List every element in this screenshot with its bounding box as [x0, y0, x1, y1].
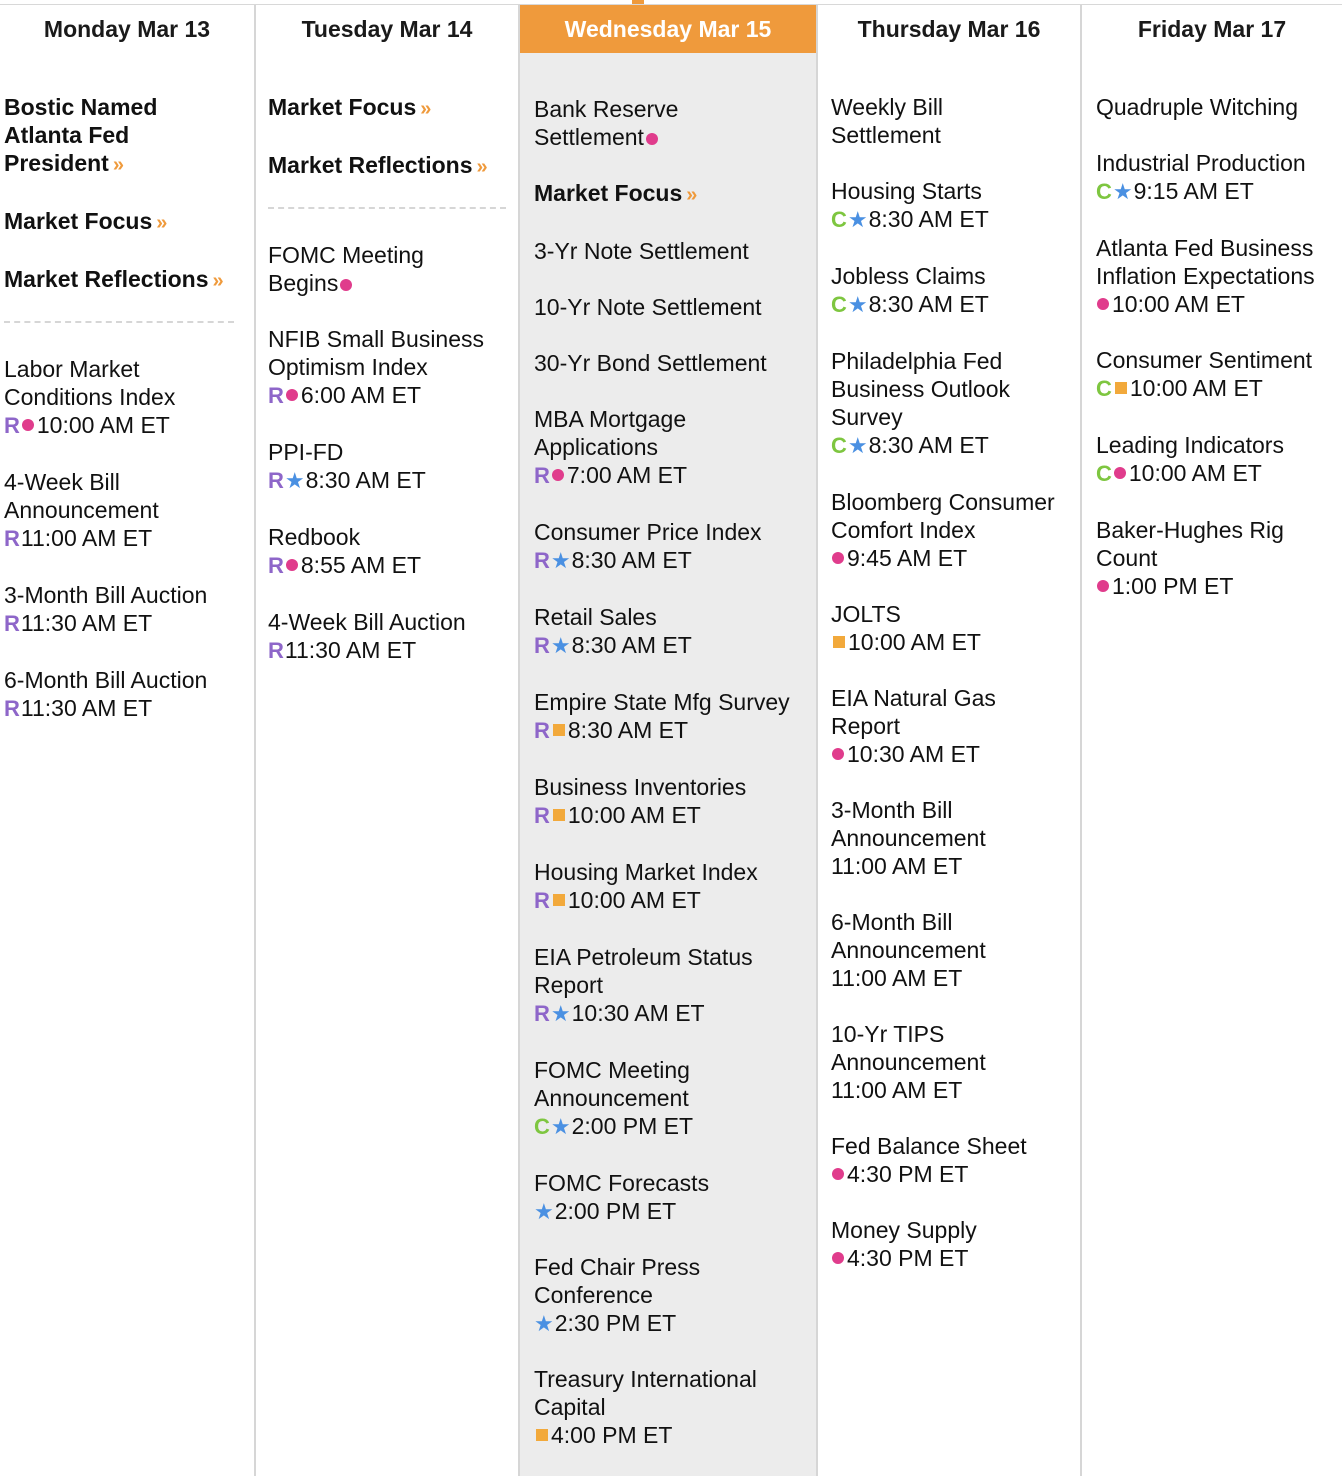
event-item[interactable] — [268, 438, 506, 495]
event-item[interactable] — [534, 95, 704, 151]
arrow-icon: » — [420, 98, 432, 120]
release-dot-icon — [832, 552, 844, 564]
square-icon — [553, 894, 565, 906]
consensus-c-icon: C — [534, 1114, 550, 1139]
event-time: 2:00 PM ET — [571, 1113, 694, 1139]
event-time: 8:30 AM ET — [868, 432, 989, 458]
event-time: 6:00 AM ET — [300, 382, 422, 408]
day-header-friday: Friday Mar 17 — [1137, 15, 1287, 42]
revised-r-icon: R — [268, 638, 284, 663]
release-dot-icon — [1114, 467, 1126, 479]
revised-r-icon: R — [4, 611, 20, 636]
arrow-icon: » — [156, 212, 168, 234]
event-title: 10-Yr Note Settlement — [534, 294, 762, 320]
revised-r-icon: R — [534, 803, 550, 828]
event-item[interactable] — [831, 908, 1006, 992]
release-dot-icon — [646, 133, 658, 145]
market-focus-link[interactable]: Market Focus » — [4, 208, 168, 234]
event-item[interactable] — [534, 293, 806, 321]
divider — [4, 321, 234, 323]
event-item[interactable] — [534, 237, 806, 265]
event-time: 11:30 AM ET — [284, 637, 417, 663]
event-time: 8:30 AM ET — [567, 717, 689, 743]
event-title: Labor Market Conditions Index — [4, 356, 176, 410]
release-dot-icon — [340, 279, 352, 291]
day-column-friday — [1082, 5, 1342, 1476]
event-time: 8:30 AM ET — [571, 547, 692, 573]
event-time: 10:30 AM ET — [571, 1000, 705, 1026]
current-day-marker — [632, 0, 644, 4]
event-title: Treasury International Capital — [534, 1366, 757, 1420]
release-dot-icon — [286, 559, 298, 571]
day-header-wednesday: Wednesday Mar 15 — [520, 5, 816, 53]
event-item[interactable] — [534, 518, 806, 575]
event-title: Fed Balance Sheet — [831, 1133, 1027, 1159]
event-title: Philadelphia Fed Business Outlook Survey — [831, 348, 1010, 430]
revised-r-icon: R — [4, 696, 20, 721]
star-icon: ★ — [534, 1311, 554, 1336]
revised-r-icon: R — [534, 888, 550, 913]
event-title: Housing Market Index — [534, 859, 758, 885]
event-time: 8:30 AM ET — [305, 467, 426, 493]
event-title: 30-Yr Bond Settlement — [534, 350, 767, 376]
event-item[interactable] — [534, 603, 806, 660]
revised-r-icon: R — [268, 383, 284, 408]
event-item[interactable] — [1096, 346, 1340, 403]
event-time: 10:00 AM ET — [567, 887, 701, 913]
day-column-tuesday — [256, 5, 520, 1476]
consensus-c-icon: C — [831, 292, 847, 317]
event-time: 8:30 AM ET — [868, 206, 989, 232]
star-icon: ★ — [1112, 179, 1133, 204]
consensus-c-icon: C — [1096, 179, 1112, 204]
event-item[interactable] — [1096, 149, 1340, 206]
market-reflections-link[interactable]: Market Reflections » — [268, 152, 488, 178]
event-item[interactable] — [4, 355, 246, 440]
event-title: Quadruple Witching — [1096, 94, 1298, 120]
event-item[interactable] — [831, 796, 1006, 880]
release-dot-icon — [1097, 580, 1109, 592]
event-title: 3-Month Bill Auction — [4, 582, 208, 608]
event-title: Housing Starts — [831, 178, 982, 204]
day-column-monday — [0, 5, 256, 1476]
event-title: Fed Chair Press Conference — [534, 1254, 701, 1308]
event-item[interactable] — [534, 688, 806, 745]
arrow-icon: » — [112, 154, 124, 176]
release-dot-icon — [286, 389, 298, 401]
event-item[interactable] — [4, 468, 246, 553]
event-item[interactable] — [534, 349, 806, 377]
event-item[interactable] — [1096, 516, 1296, 600]
event-title: Consumer Price Index — [534, 519, 762, 545]
event-item[interactable] — [4, 581, 246, 638]
event-item[interactable] — [534, 773, 806, 830]
event-time: 10:00 AM ET — [567, 802, 701, 828]
event-item[interactable] — [268, 608, 506, 665]
event-title: Consumer Sentiment — [1096, 347, 1313, 373]
event-title: 10-Yr TIPS Announcement — [831, 1021, 986, 1075]
event-title: Empire State Mfg Survey — [534, 689, 790, 715]
event-time: 11:00 AM ET — [831, 965, 963, 991]
consensus-c-icon: C — [831, 207, 847, 232]
event-title: EIA Natural Gas Report — [831, 685, 996, 739]
market-focus-link[interactable]: Market Focus » — [268, 94, 432, 120]
event-time: 8:30 AM ET — [571, 632, 692, 658]
event-item[interactable] — [534, 1253, 714, 1337]
market-focus-link[interactable]: Market Focus » — [534, 180, 698, 206]
arrow-icon: » — [212, 270, 224, 292]
event-item[interactable] — [268, 241, 443, 297]
event-title: Atlanta Fed Business Inflation Expectations — [1096, 235, 1315, 289]
square-icon — [553, 724, 565, 736]
event-item[interactable] — [1096, 234, 1340, 318]
day-header-thursday: Thursday Mar 16 — [857, 15, 1041, 42]
event-item[interactable] — [831, 1020, 1006, 1104]
star-icon: ★ — [847, 433, 868, 458]
event-title: 3-Month Bill Announcement — [831, 797, 986, 851]
release-dot-icon — [832, 1252, 844, 1264]
event-title: Money Supply — [831, 1217, 977, 1243]
event-item[interactable] — [831, 347, 1031, 460]
event-title: Retail Sales — [534, 604, 657, 630]
week-calendar — [0, 5, 1342, 1476]
event-time: 4:30 PM ET — [847, 1245, 969, 1271]
revised-r-icon: R — [534, 1001, 550, 1026]
day-column-thursday — [818, 5, 1082, 1476]
square-icon — [1115, 382, 1127, 394]
star-icon: ★ — [550, 548, 571, 573]
arrow-icon: » — [476, 156, 488, 178]
consensus-c-icon: C — [1096, 376, 1112, 401]
event-item[interactable] — [534, 1169, 806, 1225]
event-item[interactable] — [268, 523, 506, 580]
event-time: 10:00 AM ET — [1112, 291, 1245, 317]
event-time: 11:30 AM ET — [20, 695, 153, 721]
event-title: Business Inventories — [534, 774, 747, 800]
star-icon: ★ — [550, 1114, 571, 1139]
event-title: FOMC Meeting Announcement — [534, 1057, 690, 1111]
event-item[interactable] — [534, 405, 714, 490]
event-item[interactable] — [831, 488, 1074, 572]
event-title: Weekly Bill Settlement — [831, 94, 944, 148]
event-item[interactable] — [4, 666, 246, 723]
release-dot-icon — [1097, 298, 1109, 310]
event-title: Redbook — [268, 524, 361, 550]
event-title: MBA Mortgage Applications — [534, 406, 687, 460]
event-item[interactable] — [534, 858, 806, 915]
event-time: 2:30 PM ET — [554, 1310, 677, 1336]
event-time: 1:00 PM ET — [1112, 573, 1234, 599]
event-title: 6-Month Bill Auction — [4, 667, 208, 693]
revised-r-icon: R — [4, 526, 20, 551]
revised-r-icon: R — [268, 468, 284, 493]
event-time: 4:00 PM ET — [551, 1422, 673, 1448]
event-title: JOLTS — [831, 601, 901, 627]
event-time: 10:00 AM ET — [1129, 375, 1263, 401]
event-time: 8:55 AM ET — [300, 552, 422, 578]
event-time: 11:30 AM ET — [20, 610, 153, 636]
event-time: 11:00 AM ET — [831, 1077, 963, 1103]
event-title: FOMC Forecasts — [534, 1170, 710, 1196]
event-time: 9:15 AM ET — [1133, 178, 1254, 204]
event-title: EIA Petroleum Status Report — [534, 944, 753, 998]
story-link[interactable]: Bostic Named Atlanta Fed President » — [4, 94, 158, 176]
event-time: 10:30 AM ET — [847, 741, 980, 767]
day-header-tuesday: Tuesday Mar 14 — [301, 15, 473, 42]
square-icon — [536, 1429, 548, 1441]
event-time: 11:00 AM ET — [20, 525, 153, 551]
event-item[interactable] — [534, 943, 774, 1028]
release-dot-icon — [832, 748, 844, 760]
star-icon: ★ — [284, 468, 305, 493]
event-time: 11:00 AM ET — [831, 853, 963, 879]
event-item[interactable] — [1096, 431, 1340, 488]
event-time: 9:45 AM ET — [847, 545, 968, 571]
event-title: 3-Yr Note Settlement — [534, 238, 749, 264]
divider — [268, 207, 506, 209]
consensus-c-icon: C — [1096, 461, 1112, 486]
event-title: Bank Reserve Settlement — [534, 96, 679, 150]
event-title: FOMC Meeting Begins — [268, 242, 424, 296]
event-time: 10:00 AM ET — [36, 412, 170, 438]
event-item[interactable] — [1096, 93, 1340, 121]
release-dot-icon — [22, 419, 34, 431]
release-dot-icon — [832, 1168, 844, 1180]
star-icon: ★ — [847, 292, 868, 317]
day-header-monday: Monday Mar 13 — [43, 15, 211, 42]
star-icon: ★ — [550, 633, 571, 658]
revised-r-icon: R — [534, 718, 550, 743]
event-item[interactable] — [831, 93, 971, 149]
event-item[interactable] — [831, 1132, 1074, 1188]
revised-r-icon: R — [4, 413, 20, 438]
event-item[interactable] — [831, 177, 1074, 234]
market-reflections-link[interactable]: Market Reflections » — [4, 266, 224, 292]
revised-r-icon: R — [534, 548, 550, 573]
event-title: 4-Week Bill Auction — [268, 609, 466, 635]
event-title: NFIB Small Business Optimism Index — [268, 326, 485, 380]
event-item[interactable] — [268, 325, 506, 410]
event-title: Bloomberg Consumer Comfort Index — [831, 489, 1055, 543]
revised-r-icon: R — [534, 633, 550, 658]
event-item[interactable] — [831, 1216, 1074, 1272]
release-dot-icon — [552, 469, 564, 481]
event-title: PPI-FD — [268, 439, 344, 465]
event-time: 2:00 PM ET — [554, 1198, 677, 1224]
star-icon: ★ — [534, 1199, 554, 1224]
day-column-wednesday — [520, 5, 818, 1476]
star-icon: ★ — [847, 207, 868, 232]
event-item[interactable] — [831, 600, 1074, 656]
event-item[interactable] — [534, 1056, 714, 1141]
event-time: 10:00 AM ET — [1128, 460, 1262, 486]
event-item[interactable] — [831, 262, 1074, 319]
event-title: Leading Indicators — [1096, 432, 1284, 458]
revised-r-icon: R — [268, 553, 284, 578]
event-time: 7:00 AM ET — [566, 462, 688, 488]
star-icon: ★ — [550, 1001, 571, 1026]
event-title: Jobless Claims — [831, 263, 986, 289]
event-title: 4-Week Bill Announcement — [4, 469, 159, 523]
revised-r-icon: R — [534, 463, 550, 488]
event-time: 4:30 PM ET — [847, 1161, 969, 1187]
square-icon — [553, 809, 565, 821]
event-item[interactable] — [831, 684, 1021, 768]
event-title: Baker-Hughes Rig Count — [1096, 517, 1284, 571]
event-title: Industrial Production — [1096, 150, 1306, 176]
square-icon — [833, 636, 845, 648]
consensus-c-icon: C — [831, 433, 847, 458]
arrow-icon: » — [686, 184, 698, 206]
event-time: 8:30 AM ET — [868, 291, 989, 317]
event-time: 10:00 AM ET — [848, 629, 981, 655]
event-item[interactable] — [534, 1365, 774, 1449]
event-title: 6-Month Bill Announcement — [831, 909, 986, 963]
